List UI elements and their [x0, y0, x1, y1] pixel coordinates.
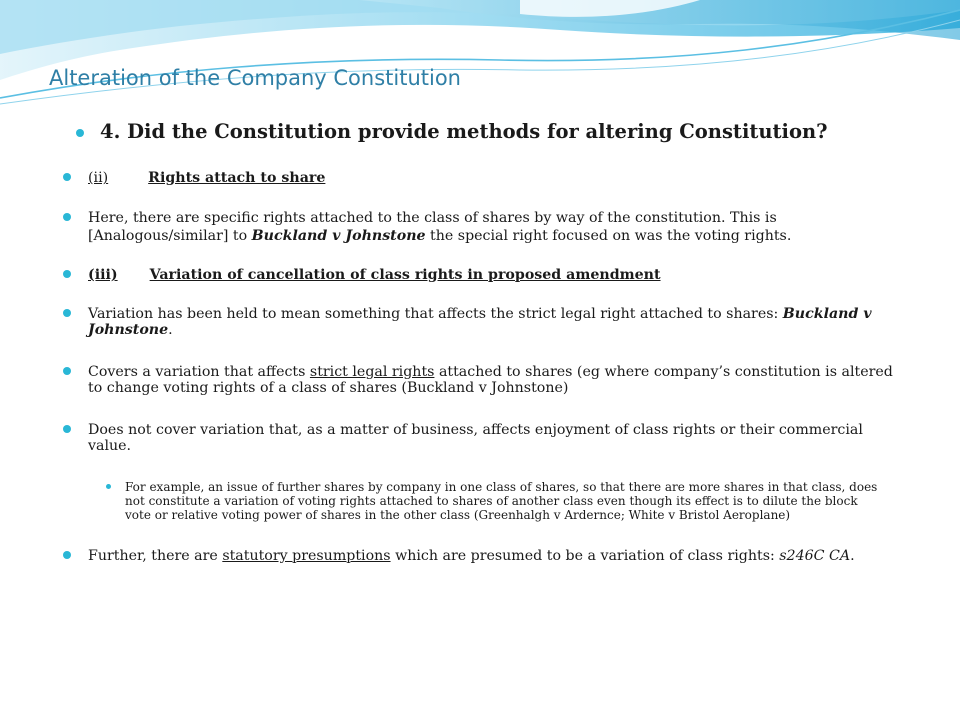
item-iii-heading [88, 267, 661, 283]
slide-title: Alteration of the Company Constitution [49, 66, 461, 90]
further-line [88, 548, 855, 564]
bullet-item-iii [63, 270, 71, 278]
item-ii-heading [88, 170, 325, 186]
variation-meaning-line1 [88, 306, 872, 322]
variation-meaning-line2 [88, 322, 173, 338]
bullet-covers [63, 367, 71, 375]
statutory-presumptions-underlined: statutory presumptions [222, 548, 391, 564]
item-ii-text: Rights attach to share [148, 170, 326, 186]
example-line3: vote or relative voting power of shares in the other class (Greenhalgh v Ardernce; White v Bristol Aeroplane) [125, 508, 791, 522]
specific-rights-text-end: the special right focused on was the voting rights. [425, 228, 792, 244]
covers-text-cont: attached to shares (eg where company’s constitution is altered [434, 364, 893, 380]
example-line1: For example, an issue of further shares by company in one class of shares, so that there are more shares in that class, does [125, 480, 878, 494]
bullet-heading [76, 129, 84, 137]
further-text: Further, there are [88, 548, 223, 564]
covers-line2: to change voting rights of a class of shares (Buckland v Johnstone) [88, 380, 569, 396]
case-citation: Buckland v [782, 306, 872, 322]
statute-reference: s246C CA [779, 548, 851, 564]
not-cover-line2: value. [88, 438, 132, 454]
strict-legal-rights-underlined: strict legal rights [309, 364, 435, 380]
specific-rights-line1: Here, there are specific rights attached to the class of shares by way of the constitution. This is [88, 210, 777, 226]
specific-rights-text: [Analogous/similar] to [88, 228, 252, 244]
further-text-end: . [850, 548, 855, 564]
item-iii-label: (iii) [88, 267, 118, 283]
not-cover-line1: Does not cover variation that, as a matter of business, affects enjoyment of class rights or their commercial [88, 422, 863, 438]
bullet-variation-meaning [63, 309, 71, 317]
item-iii-text: Variation of cancellation of class rights in proposed amendment [149, 267, 661, 283]
variation-meaning-end: . [168, 322, 173, 338]
example-line2: not constitute a variation of voting rights attached to shares of another class even though its effect is to dilute the block [125, 494, 858, 508]
item-ii-label: (ii) [88, 170, 109, 186]
header-wave-decoration [0, 0, 960, 110]
covers-text: Covers a variation that affects [88, 364, 310, 380]
bullet-item-ii [63, 173, 71, 181]
bullet-specific-rights [63, 213, 71, 221]
variation-meaning-text: Variation has been held to mean something that affects the strict legal right attached to shares: [88, 306, 783, 322]
question-heading: 4. Did the Constitution provide methods for altering Constitution? [100, 120, 828, 143]
case-citation-cont: Johnstone [88, 322, 169, 338]
bullet-not-cover [63, 425, 71, 433]
case-citation: Buckland v Johnstone [251, 228, 426, 244]
further-text-cont: which are presumed to be a variation of class rights: [390, 548, 780, 564]
covers-line1 [88, 364, 893, 380]
bullet-further [63, 551, 71, 559]
bullet-example [106, 484, 111, 489]
specific-rights-line2 [88, 228, 791, 244]
